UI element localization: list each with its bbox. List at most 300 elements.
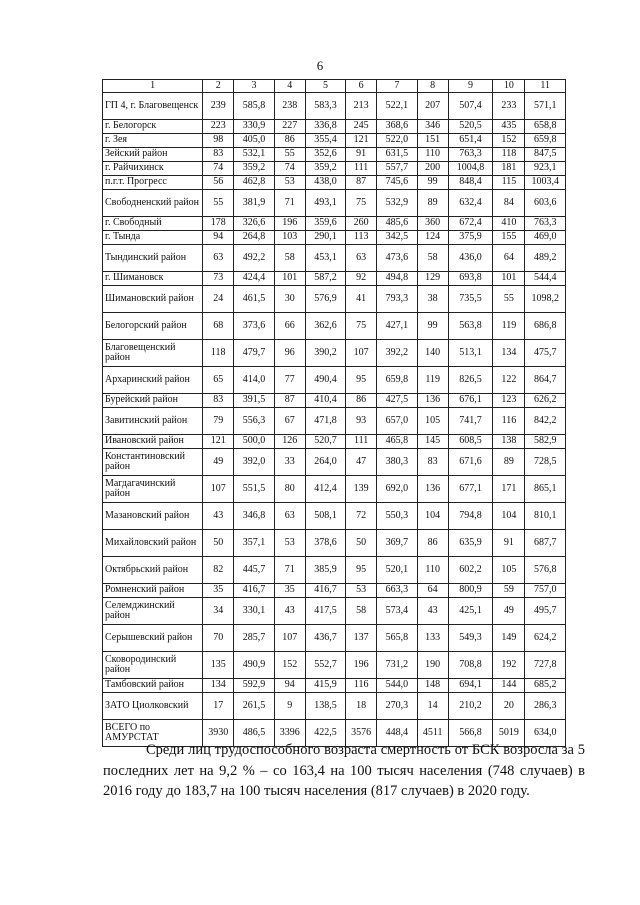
rate-cell: 520,5 bbox=[448, 120, 493, 134]
rate-cell: 445,7 bbox=[234, 557, 275, 584]
rate-cell: 438,0 bbox=[305, 176, 346, 190]
rate-cell: 368,6 bbox=[377, 120, 418, 134]
rate-cell: 741,7 bbox=[448, 408, 493, 435]
cases-cell: 75 bbox=[346, 190, 377, 217]
cases-cell: 17 bbox=[203, 693, 234, 720]
rate-cell: 551,5 bbox=[234, 476, 275, 503]
rate-cell: 532,1 bbox=[234, 148, 275, 162]
rate-cell: 544,0 bbox=[377, 679, 418, 693]
rate-cell: 479,7 bbox=[234, 340, 275, 367]
cases-cell: 196 bbox=[274, 217, 305, 231]
table-row bbox=[103, 340, 566, 367]
cases-cell: 136 bbox=[417, 476, 448, 503]
table-row bbox=[103, 245, 566, 272]
rate-cell: 436,7 bbox=[305, 625, 346, 652]
cases-cell: 74 bbox=[203, 162, 234, 176]
cases-cell: 110 bbox=[417, 557, 448, 584]
table-row bbox=[103, 367, 566, 394]
rate-cell: 671,6 bbox=[448, 449, 493, 476]
cases-cell: 58 bbox=[274, 245, 305, 272]
table-row bbox=[103, 217, 566, 231]
cases-cell: 137 bbox=[346, 625, 377, 652]
rate-cell: 210,2 bbox=[448, 693, 493, 720]
cases-cell: 58 bbox=[346, 598, 377, 625]
rate-cell: 336,8 bbox=[305, 120, 346, 134]
cases-cell: 64 bbox=[493, 245, 525, 272]
rate-cell: 330,1 bbox=[234, 598, 275, 625]
rate-cell: 465,8 bbox=[377, 435, 418, 449]
rate-cell: 842,2 bbox=[525, 408, 566, 435]
table-row bbox=[103, 190, 566, 217]
column-header: 1 bbox=[103, 80, 203, 93]
cases-cell: 101 bbox=[493, 272, 525, 286]
cases-cell: 105 bbox=[493, 557, 525, 584]
rate-cell: 462,8 bbox=[234, 176, 275, 190]
cases-cell: 38 bbox=[417, 286, 448, 313]
table-row bbox=[103, 408, 566, 435]
territory-name-cell: Ивановский район bbox=[103, 435, 203, 449]
cases-cell: 70 bbox=[203, 625, 234, 652]
rate-cell: 522,1 bbox=[377, 93, 418, 120]
rate-cell: 685,2 bbox=[525, 679, 566, 693]
cases-cell: 74 bbox=[274, 162, 305, 176]
cases-cell: 118 bbox=[203, 340, 234, 367]
cases-cell: 5019 bbox=[493, 720, 525, 747]
rate-cell: 494,8 bbox=[377, 272, 418, 286]
rate-cell: 359,6 bbox=[305, 217, 346, 231]
cases-cell: 43 bbox=[274, 598, 305, 625]
table-row bbox=[103, 652, 566, 679]
rate-cell: 264,0 bbox=[305, 449, 346, 476]
rate-cell: 380,3 bbox=[377, 449, 418, 476]
cases-cell: 18 bbox=[346, 693, 377, 720]
rate-cell: 686,8 bbox=[525, 313, 566, 340]
body-paragraph: Среди лиц трудоспособного возраста смертность от БСК возросла за 5 последних лет на 9,2 % – со 163,4 на 100 тысяч населения (748 случаев) в 2016 году до 183,7 на 100 тысяч населения (817 случаев) в 2020 году. bbox=[103, 742, 585, 799]
cases-cell: 14 bbox=[417, 693, 448, 720]
table-row bbox=[103, 313, 566, 340]
cases-cell: 435 bbox=[493, 120, 525, 134]
page-number: 6 bbox=[316, 58, 324, 73]
rate-cell: 381,9 bbox=[234, 190, 275, 217]
rate-cell: 582,9 bbox=[525, 435, 566, 449]
rate-cell: 359,2 bbox=[305, 162, 346, 176]
cases-cell: 55 bbox=[203, 190, 234, 217]
cases-cell: 63 bbox=[203, 245, 234, 272]
column-header: 9 bbox=[448, 80, 493, 93]
rate-cell: 489,2 bbox=[525, 245, 566, 272]
rate-cell: 522,0 bbox=[377, 134, 418, 148]
cases-cell: 119 bbox=[493, 313, 525, 340]
cases-cell: 50 bbox=[346, 530, 377, 557]
cases-cell: 41 bbox=[346, 286, 377, 313]
rate-cell: 731,2 bbox=[377, 652, 418, 679]
cases-cell: 119 bbox=[417, 367, 448, 394]
rate-cell: 330,9 bbox=[234, 120, 275, 134]
rate-cell: 495,7 bbox=[525, 598, 566, 625]
cases-cell: 87 bbox=[274, 394, 305, 408]
cases-cell: 238 bbox=[274, 93, 305, 120]
rate-cell: 359,2 bbox=[234, 162, 275, 176]
rate-cell: 659,8 bbox=[377, 367, 418, 394]
cases-cell: 71 bbox=[274, 557, 305, 584]
cases-cell: 3930 bbox=[203, 720, 234, 747]
cases-cell: 107 bbox=[346, 340, 377, 367]
rate-cell: 571,1 bbox=[525, 93, 566, 120]
cases-cell: 94 bbox=[203, 231, 234, 245]
cases-cell: 65 bbox=[203, 367, 234, 394]
cases-cell: 200 bbox=[417, 162, 448, 176]
table-row bbox=[103, 476, 566, 503]
cases-cell: 63 bbox=[274, 503, 305, 530]
cases-cell: 192 bbox=[493, 652, 525, 679]
rate-cell: 728,5 bbox=[525, 449, 566, 476]
table-row bbox=[103, 286, 566, 313]
rate-cell: 261,5 bbox=[234, 693, 275, 720]
rate-cell: 392,0 bbox=[234, 449, 275, 476]
territory-name-cell: Зейский район bbox=[103, 148, 203, 162]
rate-cell: 693,8 bbox=[448, 272, 493, 286]
cases-cell: 95 bbox=[346, 557, 377, 584]
table-row bbox=[103, 134, 566, 148]
rate-cell: 576,9 bbox=[305, 286, 346, 313]
table-row bbox=[103, 272, 566, 286]
rate-cell: 391,5 bbox=[234, 394, 275, 408]
cases-cell: 239 bbox=[203, 93, 234, 120]
cases-cell: 24 bbox=[203, 286, 234, 313]
rate-cell: 635,9 bbox=[448, 530, 493, 557]
cases-cell: 121 bbox=[346, 134, 377, 148]
cases-cell: 80 bbox=[274, 476, 305, 503]
column-header: 2 bbox=[203, 80, 234, 93]
cases-cell: 83 bbox=[417, 449, 448, 476]
cases-cell: 35 bbox=[274, 584, 305, 598]
rate-cell: 416,7 bbox=[305, 584, 346, 598]
cases-cell: 72 bbox=[346, 503, 377, 530]
cases-cell: 91 bbox=[493, 530, 525, 557]
cases-cell: 190 bbox=[417, 652, 448, 679]
cases-cell: 49 bbox=[493, 598, 525, 625]
cases-cell: 227 bbox=[274, 120, 305, 134]
cases-cell: 86 bbox=[274, 134, 305, 148]
territory-name-cell: г. Свободный bbox=[103, 217, 203, 231]
cases-cell: 99 bbox=[417, 313, 448, 340]
rate-cell: 490,4 bbox=[305, 367, 346, 394]
rate-cell: 634,0 bbox=[525, 720, 566, 747]
rate-cell: 708,8 bbox=[448, 652, 493, 679]
cases-cell: 223 bbox=[203, 120, 234, 134]
cases-cell: 93 bbox=[346, 408, 377, 435]
rate-cell: 550,3 bbox=[377, 503, 418, 530]
cases-cell: 110 bbox=[417, 148, 448, 162]
rate-cell: 475,7 bbox=[525, 340, 566, 367]
rate-cell: 357,1 bbox=[234, 530, 275, 557]
rate-cell: 552,7 bbox=[305, 652, 346, 679]
cases-cell: 43 bbox=[417, 598, 448, 625]
cases-cell: 92 bbox=[346, 272, 377, 286]
cases-cell: 43 bbox=[203, 503, 234, 530]
rate-cell: 453,1 bbox=[305, 245, 346, 272]
rate-cell: 422,5 bbox=[305, 720, 346, 747]
cases-cell: 49 bbox=[203, 449, 234, 476]
cases-cell: 123 bbox=[493, 394, 525, 408]
cases-cell: 135 bbox=[203, 652, 234, 679]
rate-cell: 763,3 bbox=[448, 148, 493, 162]
cases-cell: 30 bbox=[274, 286, 305, 313]
rate-cell: 556,3 bbox=[234, 408, 275, 435]
rate-cell: 461,5 bbox=[234, 286, 275, 313]
territory-name-cell: Завитинский район bbox=[103, 408, 203, 435]
cases-cell: 104 bbox=[493, 503, 525, 530]
cases-cell: 139 bbox=[346, 476, 377, 503]
cases-cell: 83 bbox=[203, 394, 234, 408]
cases-cell: 95 bbox=[346, 367, 377, 394]
rate-cell: 405,0 bbox=[234, 134, 275, 148]
rate-cell: 427,1 bbox=[377, 313, 418, 340]
cases-cell: 91 bbox=[346, 148, 377, 162]
rate-cell: 286,3 bbox=[525, 693, 566, 720]
rate-cell: 415,9 bbox=[305, 679, 346, 693]
cases-cell: 35 bbox=[203, 584, 234, 598]
rate-cell: 392,2 bbox=[377, 340, 418, 367]
rate-cell: 520,1 bbox=[377, 557, 418, 584]
rate-cell: 390,2 bbox=[305, 340, 346, 367]
table-row bbox=[103, 394, 566, 408]
rate-cell: 500,0 bbox=[234, 435, 275, 449]
cases-cell: 86 bbox=[346, 394, 377, 408]
rate-cell: 342,5 bbox=[377, 231, 418, 245]
rate-cell: 763,3 bbox=[525, 217, 566, 231]
cases-cell: 140 bbox=[417, 340, 448, 367]
column-header: 5 bbox=[305, 80, 346, 93]
cases-cell: 87 bbox=[346, 176, 377, 190]
cases-cell: 3576 bbox=[346, 720, 377, 747]
rate-cell: 651,4 bbox=[448, 134, 493, 148]
cases-cell: 89 bbox=[417, 190, 448, 217]
cases-cell: 53 bbox=[274, 530, 305, 557]
rate-cell: 1003,4 bbox=[525, 176, 566, 190]
cases-cell: 34 bbox=[203, 598, 234, 625]
rate-cell: 417,5 bbox=[305, 598, 346, 625]
rate-cell: 424,4 bbox=[234, 272, 275, 286]
table-row bbox=[103, 435, 566, 449]
rate-cell: 565,8 bbox=[377, 625, 418, 652]
rate-cell: 631,5 bbox=[377, 148, 418, 162]
rate-cell: 544,4 bbox=[525, 272, 566, 286]
rate-cell: 492,2 bbox=[234, 245, 275, 272]
territory-name-cell: Архаринский район bbox=[103, 367, 203, 394]
column-header: 7 bbox=[377, 80, 418, 93]
territory-name-cell: Сковородинский район bbox=[103, 652, 203, 679]
column-header: 4 bbox=[274, 80, 305, 93]
territory-name-cell: Селемджинский район bbox=[103, 598, 203, 625]
territory-name-cell: Ромненский район bbox=[103, 584, 203, 598]
cases-cell: 101 bbox=[274, 272, 305, 286]
mortality-table bbox=[102, 79, 566, 747]
rate-cell: 1004,8 bbox=[448, 162, 493, 176]
cases-cell: 116 bbox=[346, 679, 377, 693]
cases-cell: 260 bbox=[346, 217, 377, 231]
cases-cell: 56 bbox=[203, 176, 234, 190]
rate-cell: 800,9 bbox=[448, 584, 493, 598]
column-header: 11 bbox=[525, 80, 566, 93]
table-row bbox=[103, 93, 566, 120]
table-row bbox=[103, 557, 566, 584]
rate-cell: 486,5 bbox=[234, 720, 275, 747]
territory-name-cell: Константиновский район bbox=[103, 449, 203, 476]
cases-cell: 82 bbox=[203, 557, 234, 584]
cases-cell: 50 bbox=[203, 530, 234, 557]
cases-cell: 107 bbox=[274, 625, 305, 652]
rate-cell: 375,9 bbox=[448, 231, 493, 245]
cases-cell: 126 bbox=[274, 435, 305, 449]
rate-cell: 847,5 bbox=[525, 148, 566, 162]
cases-cell: 124 bbox=[417, 231, 448, 245]
cases-cell: 66 bbox=[274, 313, 305, 340]
table-row bbox=[103, 584, 566, 598]
territory-name-cell: ВСЕГО по АМУРСТАТ bbox=[103, 720, 203, 747]
cases-cell: 178 bbox=[203, 217, 234, 231]
territory-name-cell: ЗАТО Циолковский bbox=[103, 693, 203, 720]
cases-cell: 63 bbox=[346, 245, 377, 272]
cases-cell: 171 bbox=[493, 476, 525, 503]
rate-cell: 490,9 bbox=[234, 652, 275, 679]
rate-cell: 923,1 bbox=[525, 162, 566, 176]
table-row bbox=[103, 530, 566, 557]
cases-cell: 77 bbox=[274, 367, 305, 394]
rate-cell: 410,4 bbox=[305, 394, 346, 408]
rate-cell: 352,6 bbox=[305, 148, 346, 162]
column-header: 6 bbox=[346, 80, 377, 93]
cases-cell: 73 bbox=[203, 272, 234, 286]
rate-cell: 810,1 bbox=[525, 503, 566, 530]
territory-name-cell: Тындинский район bbox=[103, 245, 203, 272]
rate-cell: 355,4 bbox=[305, 134, 346, 148]
rate-cell: 687,7 bbox=[525, 530, 566, 557]
territory-name-cell: Михайловский район bbox=[103, 530, 203, 557]
rate-cell: 826,5 bbox=[448, 367, 493, 394]
rate-cell: 585,8 bbox=[234, 93, 275, 120]
column-header: 8 bbox=[417, 80, 448, 93]
rate-cell: 507,4 bbox=[448, 93, 493, 120]
rate-cell: 369,7 bbox=[377, 530, 418, 557]
cases-cell: 151 bbox=[417, 134, 448, 148]
cases-cell: 181 bbox=[493, 162, 525, 176]
cases-cell: 83 bbox=[203, 148, 234, 162]
rate-cell: 326,6 bbox=[234, 217, 275, 231]
territory-name-cell: Шимановский район bbox=[103, 286, 203, 313]
cases-cell: 115 bbox=[493, 176, 525, 190]
cases-cell: 67 bbox=[274, 408, 305, 435]
territory-name-cell: Белогорский район bbox=[103, 313, 203, 340]
cases-cell: 58 bbox=[417, 245, 448, 272]
cases-cell: 55 bbox=[493, 286, 525, 313]
rate-cell: 378,6 bbox=[305, 530, 346, 557]
territory-name-cell: Бурейский район bbox=[103, 394, 203, 408]
rate-cell: 677,1 bbox=[448, 476, 493, 503]
rate-cell: 362,6 bbox=[305, 313, 346, 340]
territory-name-cell: г. Шимановск bbox=[103, 272, 203, 286]
cases-cell: 53 bbox=[274, 176, 305, 190]
rate-cell: 657,0 bbox=[377, 408, 418, 435]
column-header: 3 bbox=[234, 80, 275, 93]
cases-cell: 105 bbox=[417, 408, 448, 435]
rate-cell: 485,6 bbox=[377, 217, 418, 231]
cases-cell: 113 bbox=[346, 231, 377, 245]
rate-cell: 549,3 bbox=[448, 625, 493, 652]
cases-cell: 152 bbox=[493, 134, 525, 148]
cases-cell: 148 bbox=[417, 679, 448, 693]
rate-cell: 412,4 bbox=[305, 476, 346, 503]
cases-cell: 111 bbox=[346, 435, 377, 449]
cases-cell: 196 bbox=[346, 652, 377, 679]
column-header: 10 bbox=[493, 80, 525, 93]
cases-cell: 213 bbox=[346, 93, 377, 120]
rate-cell: 672,4 bbox=[448, 217, 493, 231]
territory-name-cell: Благовещенский район bbox=[103, 340, 203, 367]
table-row bbox=[103, 162, 566, 176]
cases-cell: 134 bbox=[493, 340, 525, 367]
rate-cell: 1098,2 bbox=[525, 286, 566, 313]
cases-cell: 84 bbox=[493, 190, 525, 217]
table-row bbox=[103, 679, 566, 693]
rate-cell: 513,1 bbox=[448, 340, 493, 367]
rate-cell: 373,6 bbox=[234, 313, 275, 340]
rate-cell: 658,8 bbox=[525, 120, 566, 134]
cases-cell: 233 bbox=[493, 93, 525, 120]
table-row bbox=[103, 598, 566, 625]
cases-cell: 118 bbox=[493, 148, 525, 162]
rate-cell: 573,4 bbox=[377, 598, 418, 625]
cases-cell: 245 bbox=[346, 120, 377, 134]
rate-cell: 427,5 bbox=[377, 394, 418, 408]
rate-cell: 735,5 bbox=[448, 286, 493, 313]
cases-cell: 111 bbox=[346, 162, 377, 176]
rate-cell: 727,8 bbox=[525, 652, 566, 679]
rate-cell: 346,8 bbox=[234, 503, 275, 530]
cases-cell: 129 bbox=[417, 272, 448, 286]
cases-cell: 136 bbox=[417, 394, 448, 408]
rate-cell: 285,7 bbox=[234, 625, 275, 652]
rate-cell: 676,1 bbox=[448, 394, 493, 408]
table-row bbox=[103, 693, 566, 720]
cases-cell: 98 bbox=[203, 134, 234, 148]
territory-name-cell: г. Зея bbox=[103, 134, 203, 148]
cases-cell: 59 bbox=[493, 584, 525, 598]
cases-cell: 99 bbox=[417, 176, 448, 190]
cases-cell: 9 bbox=[274, 693, 305, 720]
rate-cell: 603,6 bbox=[525, 190, 566, 217]
rate-cell: 414,0 bbox=[234, 367, 275, 394]
rate-cell: 436,0 bbox=[448, 245, 493, 272]
table-row bbox=[103, 176, 566, 190]
rate-cell: 385,9 bbox=[305, 557, 346, 584]
cases-cell: 133 bbox=[417, 625, 448, 652]
territory-name-cell: Тамбовский район bbox=[103, 679, 203, 693]
cases-cell: 152 bbox=[274, 652, 305, 679]
territory-name-cell: п.г.т. Прогресс bbox=[103, 176, 203, 190]
cases-cell: 107 bbox=[203, 476, 234, 503]
cases-cell: 207 bbox=[417, 93, 448, 120]
cases-cell: 104 bbox=[417, 503, 448, 530]
cases-cell: 121 bbox=[203, 435, 234, 449]
rate-cell: 469,0 bbox=[525, 231, 566, 245]
rate-cell: 270,3 bbox=[377, 693, 418, 720]
territory-name-cell: Магдагачинский район bbox=[103, 476, 203, 503]
cases-cell: 20 bbox=[493, 693, 525, 720]
cases-cell: 55 bbox=[274, 148, 305, 162]
table-header-row bbox=[103, 80, 566, 93]
territory-name-cell: г. Райчихинск bbox=[103, 162, 203, 176]
